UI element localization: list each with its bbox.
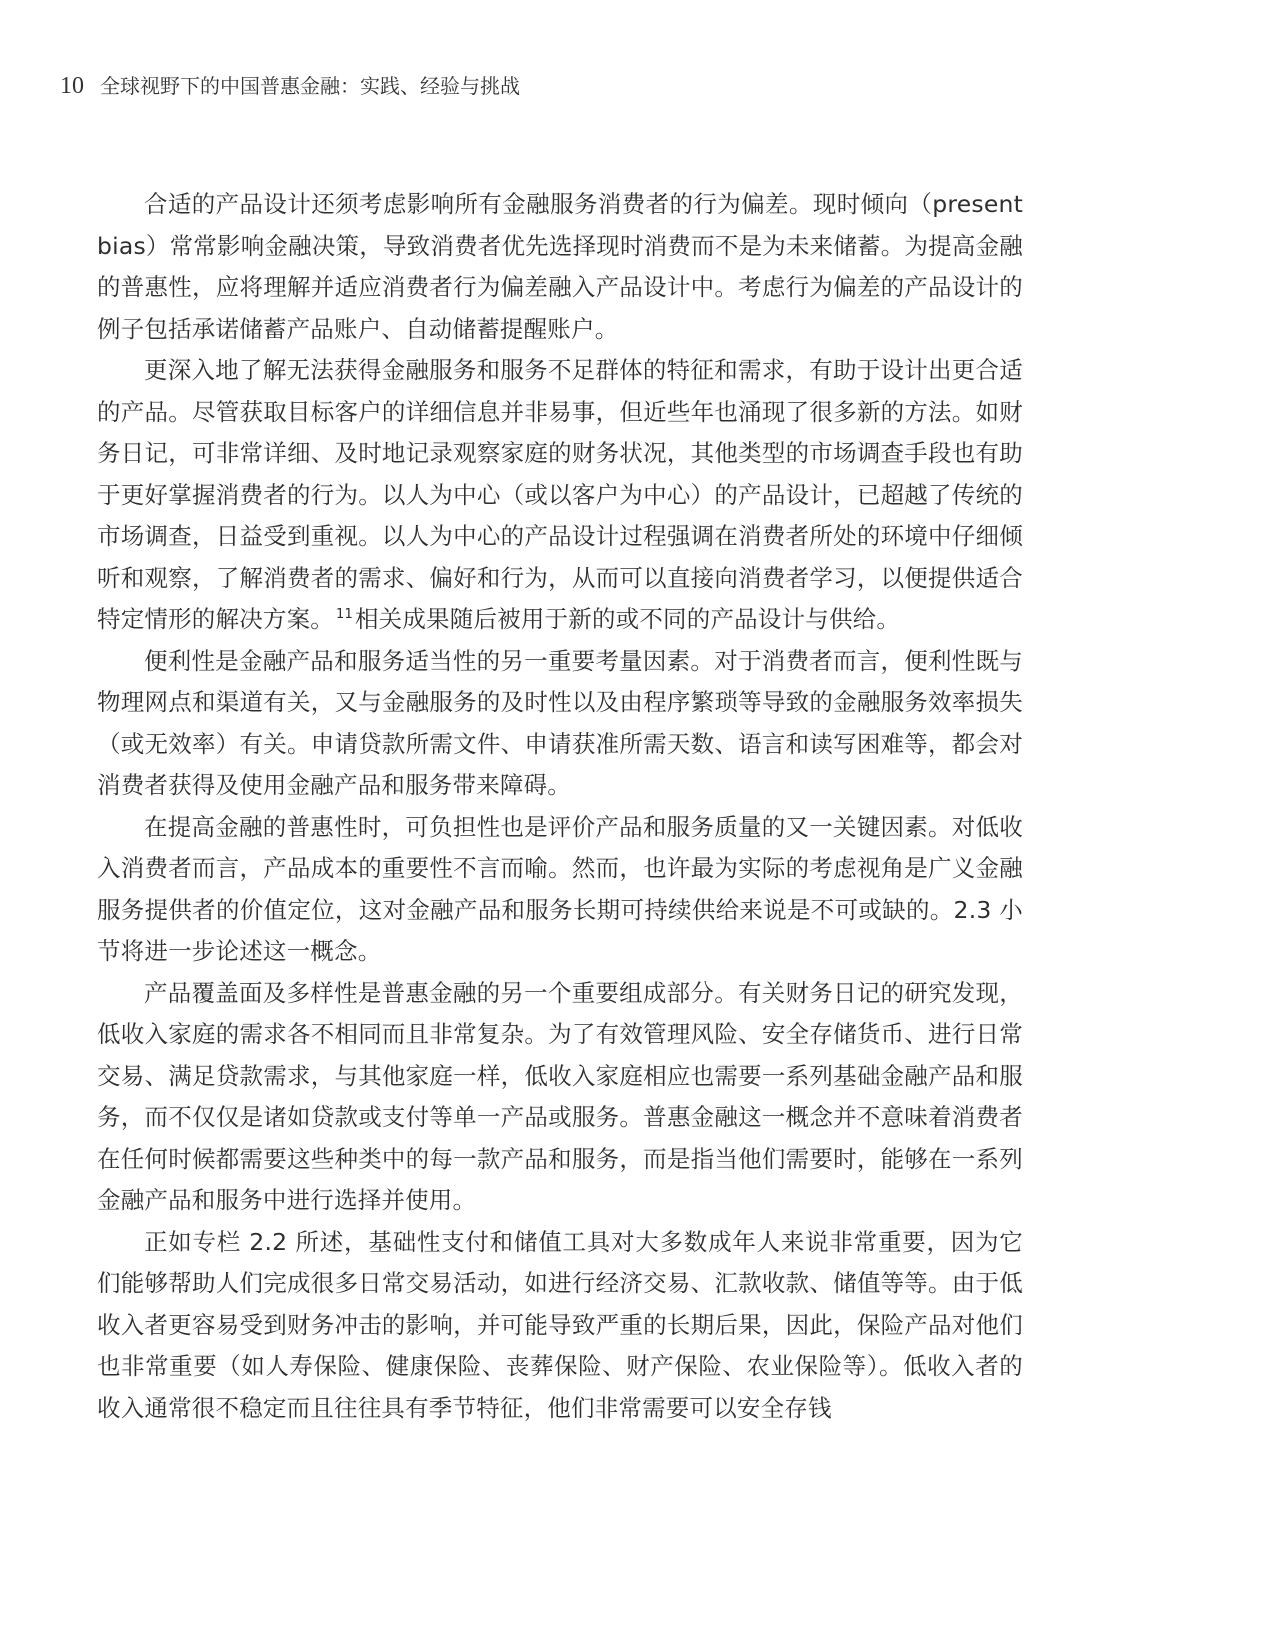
footnote-reference[interactable]: 11	[336, 607, 353, 623]
paragraph-product-range: 产品覆盖面及多样性是普惠金融的另一个重要组成部分。有关财务日记的研究发现，低收入家庭的需求各不相同而且非常复杂。为了有效管理风险、安全存储货币、进行日常交易、满足贷款需求，与其他家庭一样，低收入家庭相应也需要一系列基础金融产品和服务，而不仅仅是诸如贷款或支付等单一产品或服务。普惠金融这一概念并不意味着消费者在任何时候都需要这些种类中的每一款产品和服务，而是指当他们需要时，能够在一系列金融产品和服务中进行选择并使用。	[97, 978, 1023, 1214]
paragraph-customer-research	[97, 350, 1023, 641]
paragraph-affordability: 在提高金融的普惠性时，可负担性也是评价产品和服务质量的又一关键因素。对低收入消费者而言，产品成本的重要性不言而喻。然而，也许最为实际的考虑视角是广义金融服务提供者的价值定位，这对金融产品和服务长期可持续供给来说是不可或缺的。2.3 小节将进一步论述这一概念。	[97, 812, 1023, 965]
book-title: 全球视野下的中国普惠金融：实践、经验与挑战	[100, 74, 520, 98]
paragraph-text: 相关成果随后被用于新的或不同的产品设计与供给。	[354, 605, 901, 633]
paragraph-convenience: 便利性是金融产品和服务适当性的另一重要考量因素。对于消费者而言，便利性既与物理网点和渠道有关，又与金融服务的及时性以及由程序繁琐等导致的金融服务效率损失（或无效率）有关。申请贷款所需文件、申请获准所需天数、语言和读写困难等，都会对消费者获得及使用金融产品和服务带来障碍。	[97, 646, 1023, 799]
body-text	[97, 184, 1023, 1429]
running-header	[60, 70, 520, 106]
page-number: 10	[60, 73, 84, 99]
paragraph-text: 更深入地了解无法获得金融服务和服务不足群体的特征和需求，有助于设计出更合适的产品。尽管获取目标客户的详细信息并非易事，但近些年也涌现了很多新的方法。如财务日记，可非常详细、及时地记录观察家庭的财务状况，其他类型的市场调查手段也有助于更好掌握消费者的行为。以人为中心（或以客户为中心）的产品设计，已超越了传统的市场调查，日益受到重视。以人为中心的产品设计过程强调在消费者所处的环境中仔细倾听和观察，了解消费者的需求、偏好和行为，从而可以直接向消费者学习，以便提供适合特定情形的解决方案。	[97, 356, 1023, 633]
paragraph-payment-savings: 正如专栏 2.2 所述，基础性支付和储值工具对大多数成年人来说非常重要，因为它们能够帮助人们完成很多日常交易活动，如进行经济交易、汇款收款、储值等等。由于低收入者更容易受到财务冲击的影响，并可能导致严重的长期后果，因此，保险产品对他们也非常重要（如人寿保险、健康保险、丧葬保险、财产保险、农业保险等）。低收入者的收入通常很不稳定而且往往具有季节特征，他们非常需要可以安全存钱	[97, 1227, 1023, 1422]
paragraph-behavioral-bias: 合适的产品设计还须考虑影响所有金融服务消费者的行为偏差。现时倾向（present bias）常常影响金融决策，导致消费者优先选择现时消费而不是为未来储蓄。为提高金融的普惠性，应将理解并适应消费者行为偏差融入产品设计中。考虑行为偏差的产品设计的例子包括承诺储蓄产品账户、自动储蓄提醒账户。	[97, 190, 1023, 343]
